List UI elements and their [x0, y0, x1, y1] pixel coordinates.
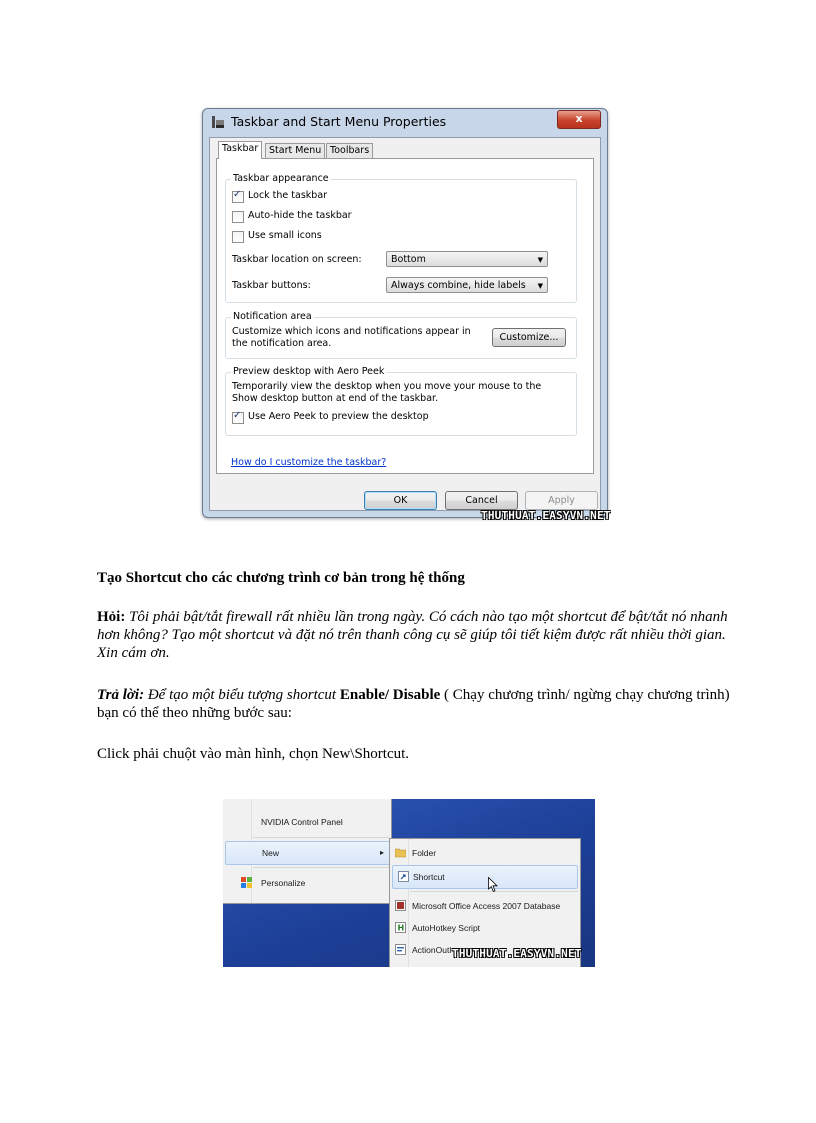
mouse-cursor-icon	[488, 877, 498, 893]
desktop-context-menu-screenshot	[223, 799, 595, 967]
menu-item-label: Shortcut	[413, 872, 445, 882]
answer-bold: Enable/ Disable	[339, 687, 441, 703]
tab-start-menu[interactable]: Start Menu	[265, 143, 325, 158]
group-legend: Preview desktop with Aero Peek	[233, 366, 385, 377]
location-label: Taskbar location on screen:	[232, 254, 362, 265]
buttons-value: Always combine, hide labels	[391, 280, 526, 291]
apply-button[interactable]: Apply	[525, 491, 598, 510]
help-link[interactable]: How do I customize the taskbar?	[231, 457, 387, 468]
watermark: THUTHUAT.EASYVN.NET	[481, 509, 611, 522]
question-label: Hỏi:	[97, 609, 126, 625]
small-icons-label: Use small icons	[248, 230, 322, 241]
dialog-body	[209, 137, 601, 511]
watermark: THUTHUAT.EASYVN.NET	[452, 947, 582, 960]
aero-peek-group	[225, 366, 577, 436]
autohide-label: Auto-hide the taskbar	[248, 210, 352, 221]
menu-item-label: NVIDIA Control Panel	[261, 817, 343, 827]
aero-peek-text-1: Temporarily view the desktop when you move your mouse to the	[232, 381, 542, 392]
menu-item-label: Personalize	[261, 878, 306, 888]
location-value: Bottom	[391, 254, 426, 265]
aero-peek-text-2: Show desktop button at end of the taskbar.	[232, 393, 439, 404]
buttons-label: Taskbar buttons:	[232, 280, 311, 291]
aero-peek-label: Use Aero Peek to preview the desktop	[248, 411, 429, 422]
menu-item-personalize[interactable]	[223, 872, 391, 894]
submenu-item-folder[interactable]	[390, 842, 580, 864]
autohotkey-script-icon	[395, 922, 406, 933]
group-legend: Taskbar appearance	[233, 173, 329, 184]
taskbar-properties-dialog	[202, 108, 611, 522]
notification-text-1: Customize which icons and notifications appear in	[232, 326, 471, 337]
group-legend: Notification area	[233, 311, 312, 322]
article-heading: Tạo Shortcut cho các chương trình cơ bản trong hệ thống	[97, 570, 465, 586]
close-button[interactable]: x	[557, 110, 601, 129]
taskbar-app-icon	[211, 115, 225, 129]
cancel-button[interactable]: Cancel	[445, 491, 518, 510]
menu-item-label: Microsoft Office Access 2007 Database	[412, 901, 561, 911]
click-instruction: Click phải chuột vào màn hình, chọn New\Shortcut.	[97, 746, 410, 762]
tab-toolbars[interactable]: Toolbars	[326, 143, 373, 158]
taskbar-tab-panel	[216, 158, 594, 474]
submenu-item-access-db[interactable]	[390, 895, 580, 917]
ok-button[interactable]: OK	[364, 491, 437, 510]
menu-item-label: ActionOutl	[412, 945, 452, 955]
menu-item-nvidia[interactable]	[223, 811, 391, 833]
lock-taskbar-label: Lock the taskbar	[248, 190, 328, 201]
question-paragraph	[97, 608, 737, 662]
menu-separator	[253, 837, 389, 838]
answer-text-2: ( Chạy chương trình/ ngừng chạy chương trình) bạn có thể theo những bước sau:	[97, 687, 730, 721]
location-select[interactable]	[386, 251, 548, 267]
tab-taskbar[interactable]: Taskbar	[218, 141, 262, 159]
folder-icon	[395, 847, 406, 858]
dropdown-arrow-icon: ▼	[537, 282, 543, 290]
dropdown-arrow-icon: ▼	[537, 256, 543, 264]
menu-item-label: Folder	[412, 848, 437, 858]
submenu-item-shortcut[interactable]	[392, 865, 578, 889]
menu-separator	[253, 867, 389, 868]
svg-text:H: H	[397, 923, 405, 933]
personalize-icon	[241, 877, 252, 888]
answer-paragraph	[97, 686, 737, 722]
submenu-arrow-icon: ▸	[379, 848, 384, 857]
menu-item-label: AutoHotkey Script	[412, 923, 481, 933]
question-text: Tôi phải bật/tắt firewall rất nhiều lần trong ngày. Có cách nào tạo một shortcut để bật/tắt nó nhanh hơn không? Tạo một shortcut và đặt nó trên thanh công cụ sẽ giúp tôi tiết kiệm được rất nhiều thời gian. Xin cám ơn.	[97, 609, 728, 661]
context-menu	[223, 799, 392, 904]
submenu-item-autohotkey[interactable]	[390, 917, 580, 939]
menu-item-label: New	[262, 848, 280, 858]
answer-text-1: Để tạo một biểu tượng shortcut	[144, 687, 340, 703]
answer-label: Trả lời:	[97, 687, 145, 703]
buttons-select[interactable]	[386, 277, 548, 293]
access-database-icon	[395, 900, 406, 911]
small-icons-checkbox[interactable]	[232, 231, 244, 243]
notification-area-group	[225, 311, 577, 359]
shortcut-icon	[398, 871, 409, 882]
aero-peek-checkbox[interactable]	[232, 412, 244, 424]
dialog-title: Taskbar and Start Menu Properties	[231, 114, 447, 129]
lock-taskbar-checkbox[interactable]	[232, 191, 244, 203]
menu-item-new[interactable]	[225, 841, 391, 865]
taskbar-appearance-group	[225, 173, 577, 303]
actionoutline-icon	[395, 944, 406, 955]
autohide-checkbox[interactable]	[232, 211, 244, 223]
notification-text-2: the notification area.	[232, 338, 332, 349]
customize-button[interactable]: Customize...	[492, 328, 566, 347]
